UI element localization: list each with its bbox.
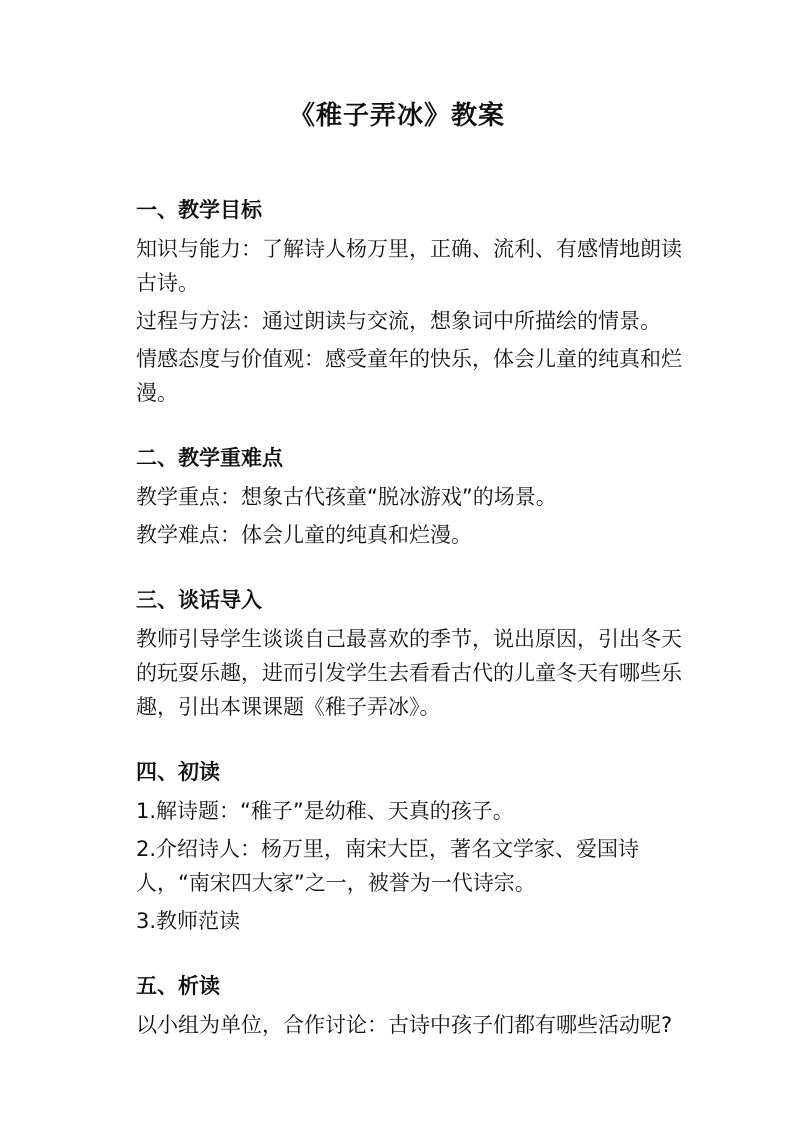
paragraph: 情感态度与价值观：感受童年的快乐，体会儿童的纯真和烂漫。 xyxy=(136,347,682,405)
section-heading: 三、谈话导入 xyxy=(136,588,262,612)
section-heading: 四、初读 xyxy=(136,760,220,784)
section-key-difficulties xyxy=(136,442,690,552)
section-first-reading xyxy=(136,756,690,938)
paragraph: 2.介绍诗人：杨万里，南宋大臣，著名文学家、爱国诗人，“南宋四大家”之一，被誉为一代诗宗。 xyxy=(136,837,640,895)
document-title: 《稚子弄冰》教案 xyxy=(288,101,505,131)
paragraph: 1.解诗题：“稚子”是幼稚、天真的孩子。 xyxy=(136,799,514,823)
section-heading: 二、教学重难点 xyxy=(136,446,283,470)
section-analysis-reading xyxy=(136,970,690,1042)
paragraph: 知识与能力：了解诗人杨万里，正确、流利、有感情地朗读古诗。 xyxy=(136,237,682,295)
section-introduction xyxy=(136,584,690,724)
section-teaching-goals xyxy=(136,194,690,410)
paragraph: 以小组为单位，合作讨论：古诗中孩子们都有哪些活动呢? xyxy=(136,1013,673,1037)
paragraph: 过程与方法：通过朗读与交流，想象词中所描绘的情景。 xyxy=(136,309,661,333)
paragraph: 教学难点：体会儿童的纯真和烂漫。 xyxy=(136,523,472,547)
section-heading: 五、析读 xyxy=(136,974,220,998)
paragraph: 教学重点：想象古代孩童“脱冰游戏”的场景。 xyxy=(136,485,557,509)
paragraph: 教师引导学生谈谈自己最喜欢的季节，说出原因，引出冬天的玩耍乐趣，进而引发学生去看看古代的儿童冬天有哪些乐趣，引出本课课题《稚子弄冰》。 xyxy=(136,627,682,719)
paragraph: 3.教师范读 xyxy=(136,909,241,933)
section-heading: 一、教学目标 xyxy=(136,198,262,222)
